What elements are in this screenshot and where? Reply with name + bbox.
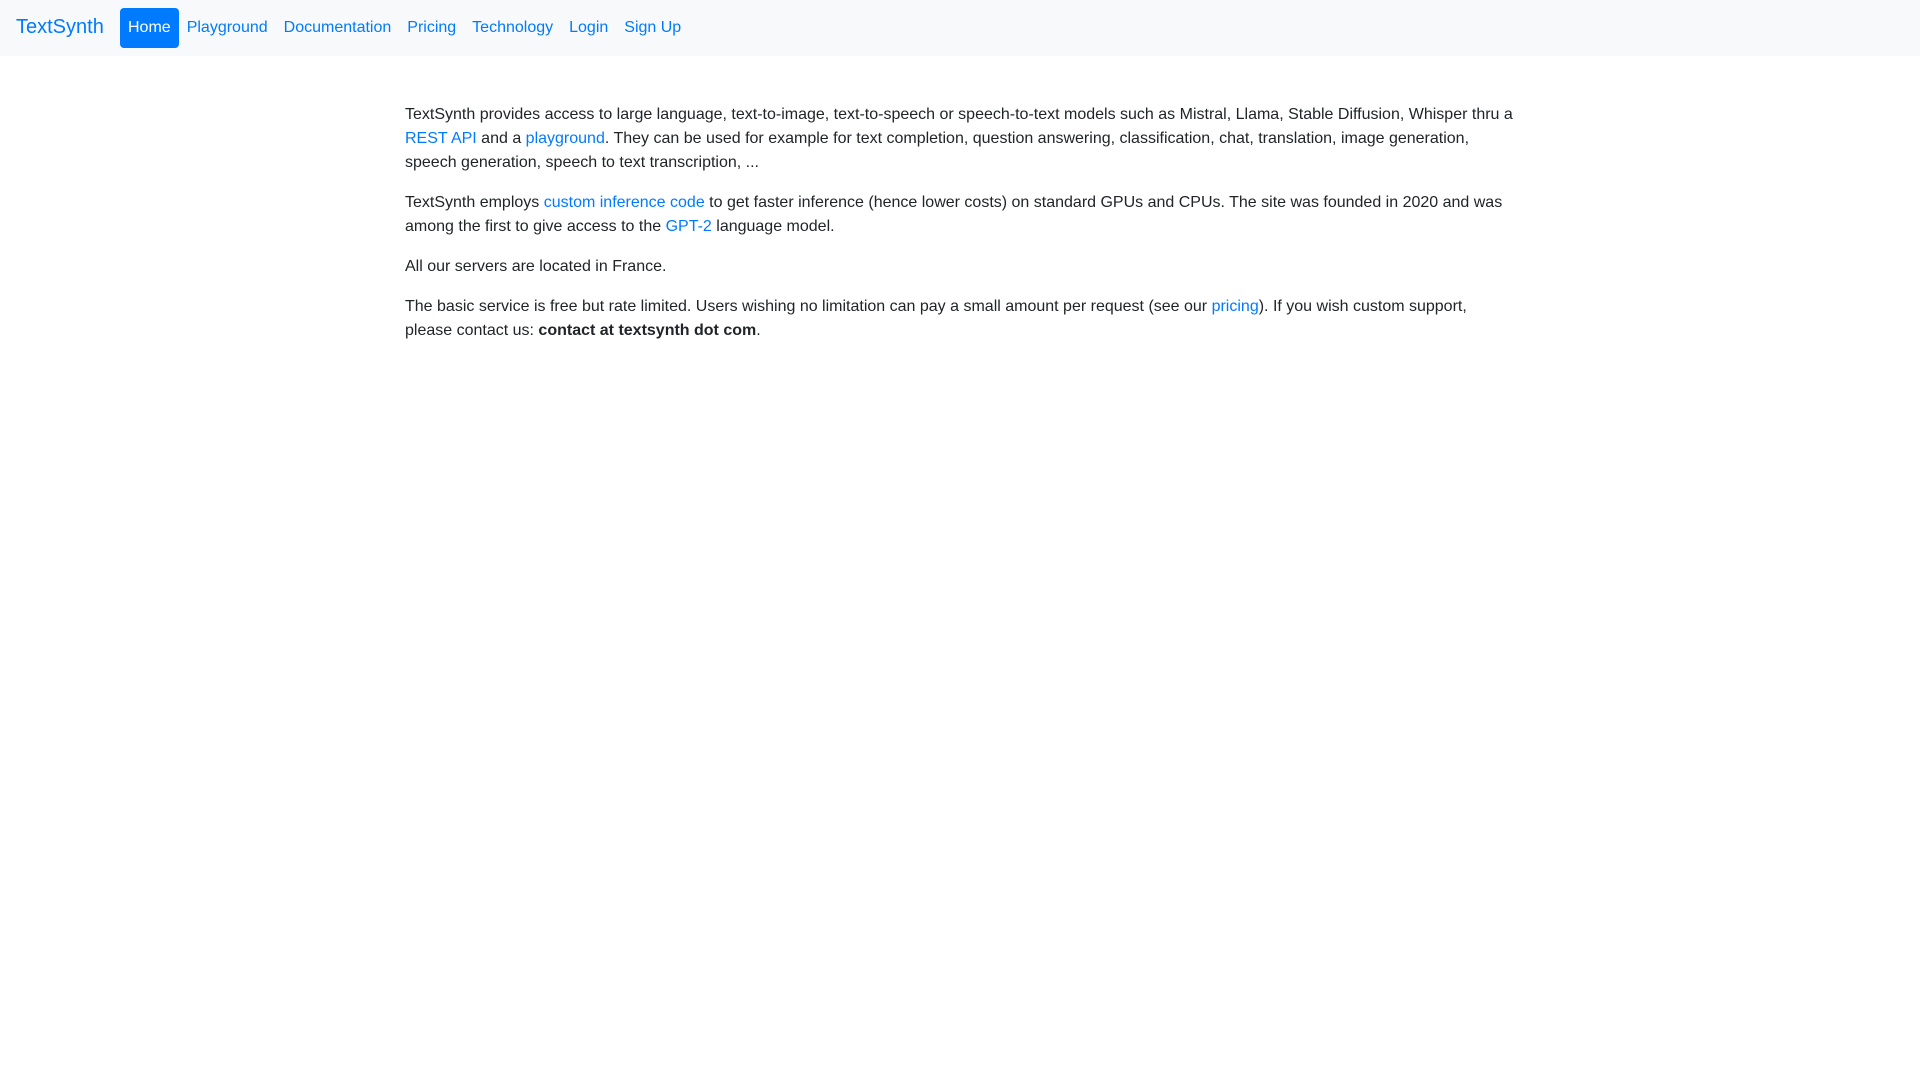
servers-paragraph <box>405 255 1515 279</box>
intro-text-2: and a <box>476 130 526 147</box>
playground-link[interactable]: playground <box>525 130 605 147</box>
intro-paragraph <box>405 103 1515 175</box>
intro-text-3: . They can be used for example for text completion, question answering, classification, chat, translation, image generation, speech generation, speech to text transcription, ... <box>405 130 1470 171</box>
contact-address: contact at textsynth dot com <box>538 322 757 339</box>
nav-item-signup[interactable]: Sign Up <box>624 19 682 36</box>
nav-item-home[interactable]: Home <box>120 8 179 48</box>
inference-paragraph <box>405 191 1515 239</box>
service-text-1: The basic service is free but rate limited. Users wishing no limitation can pay a small amount per request (see our <box>405 298 1212 315</box>
custom-inference-code-link[interactable]: custom inference code <box>543 194 705 211</box>
service-text-3: . <box>756 322 761 339</box>
service-text-2: ). If you wish custom support, please contact us: <box>405 298 1467 339</box>
nav-item-pricing[interactable]: Pricing <box>407 19 457 36</box>
intro-text-1: TextSynth provides access to large language, text-to-image, text-to-speech or speech-to-text models such as Mistral, Llama, Stable Diffusion, Whisper thru a <box>405 106 1513 123</box>
nav-menu <box>120 8 689 48</box>
service-paragraph <box>405 295 1515 343</box>
nav-item-technology[interactable]: Technology <box>472 19 554 36</box>
servers-text: All our servers are located in France. <box>405 258 667 275</box>
brand-logo-link[interactable]: TextSynth <box>16 16 104 38</box>
top-navbar <box>0 0 1920 56</box>
nav-item-playground[interactable]: Playground <box>186 19 268 36</box>
nav-item-login[interactable]: Login <box>569 19 609 36</box>
inference-text-1: TextSynth employs <box>405 194 544 211</box>
inference-text-3: language model. <box>711 218 835 235</box>
main-content <box>405 103 1515 359</box>
gpt2-link[interactable]: GPT-2 <box>665 218 712 235</box>
rest-api-link[interactable]: REST API <box>405 130 477 147</box>
pricing-link[interactable]: pricing <box>1211 298 1259 315</box>
nav-item-documentation[interactable]: Documentation <box>283 19 392 36</box>
inference-text-2: to get faster inference (hence lower costs) on standard GPUs and CPUs. The site was founded in 2020 and was among the first to give access to the <box>405 194 1503 235</box>
